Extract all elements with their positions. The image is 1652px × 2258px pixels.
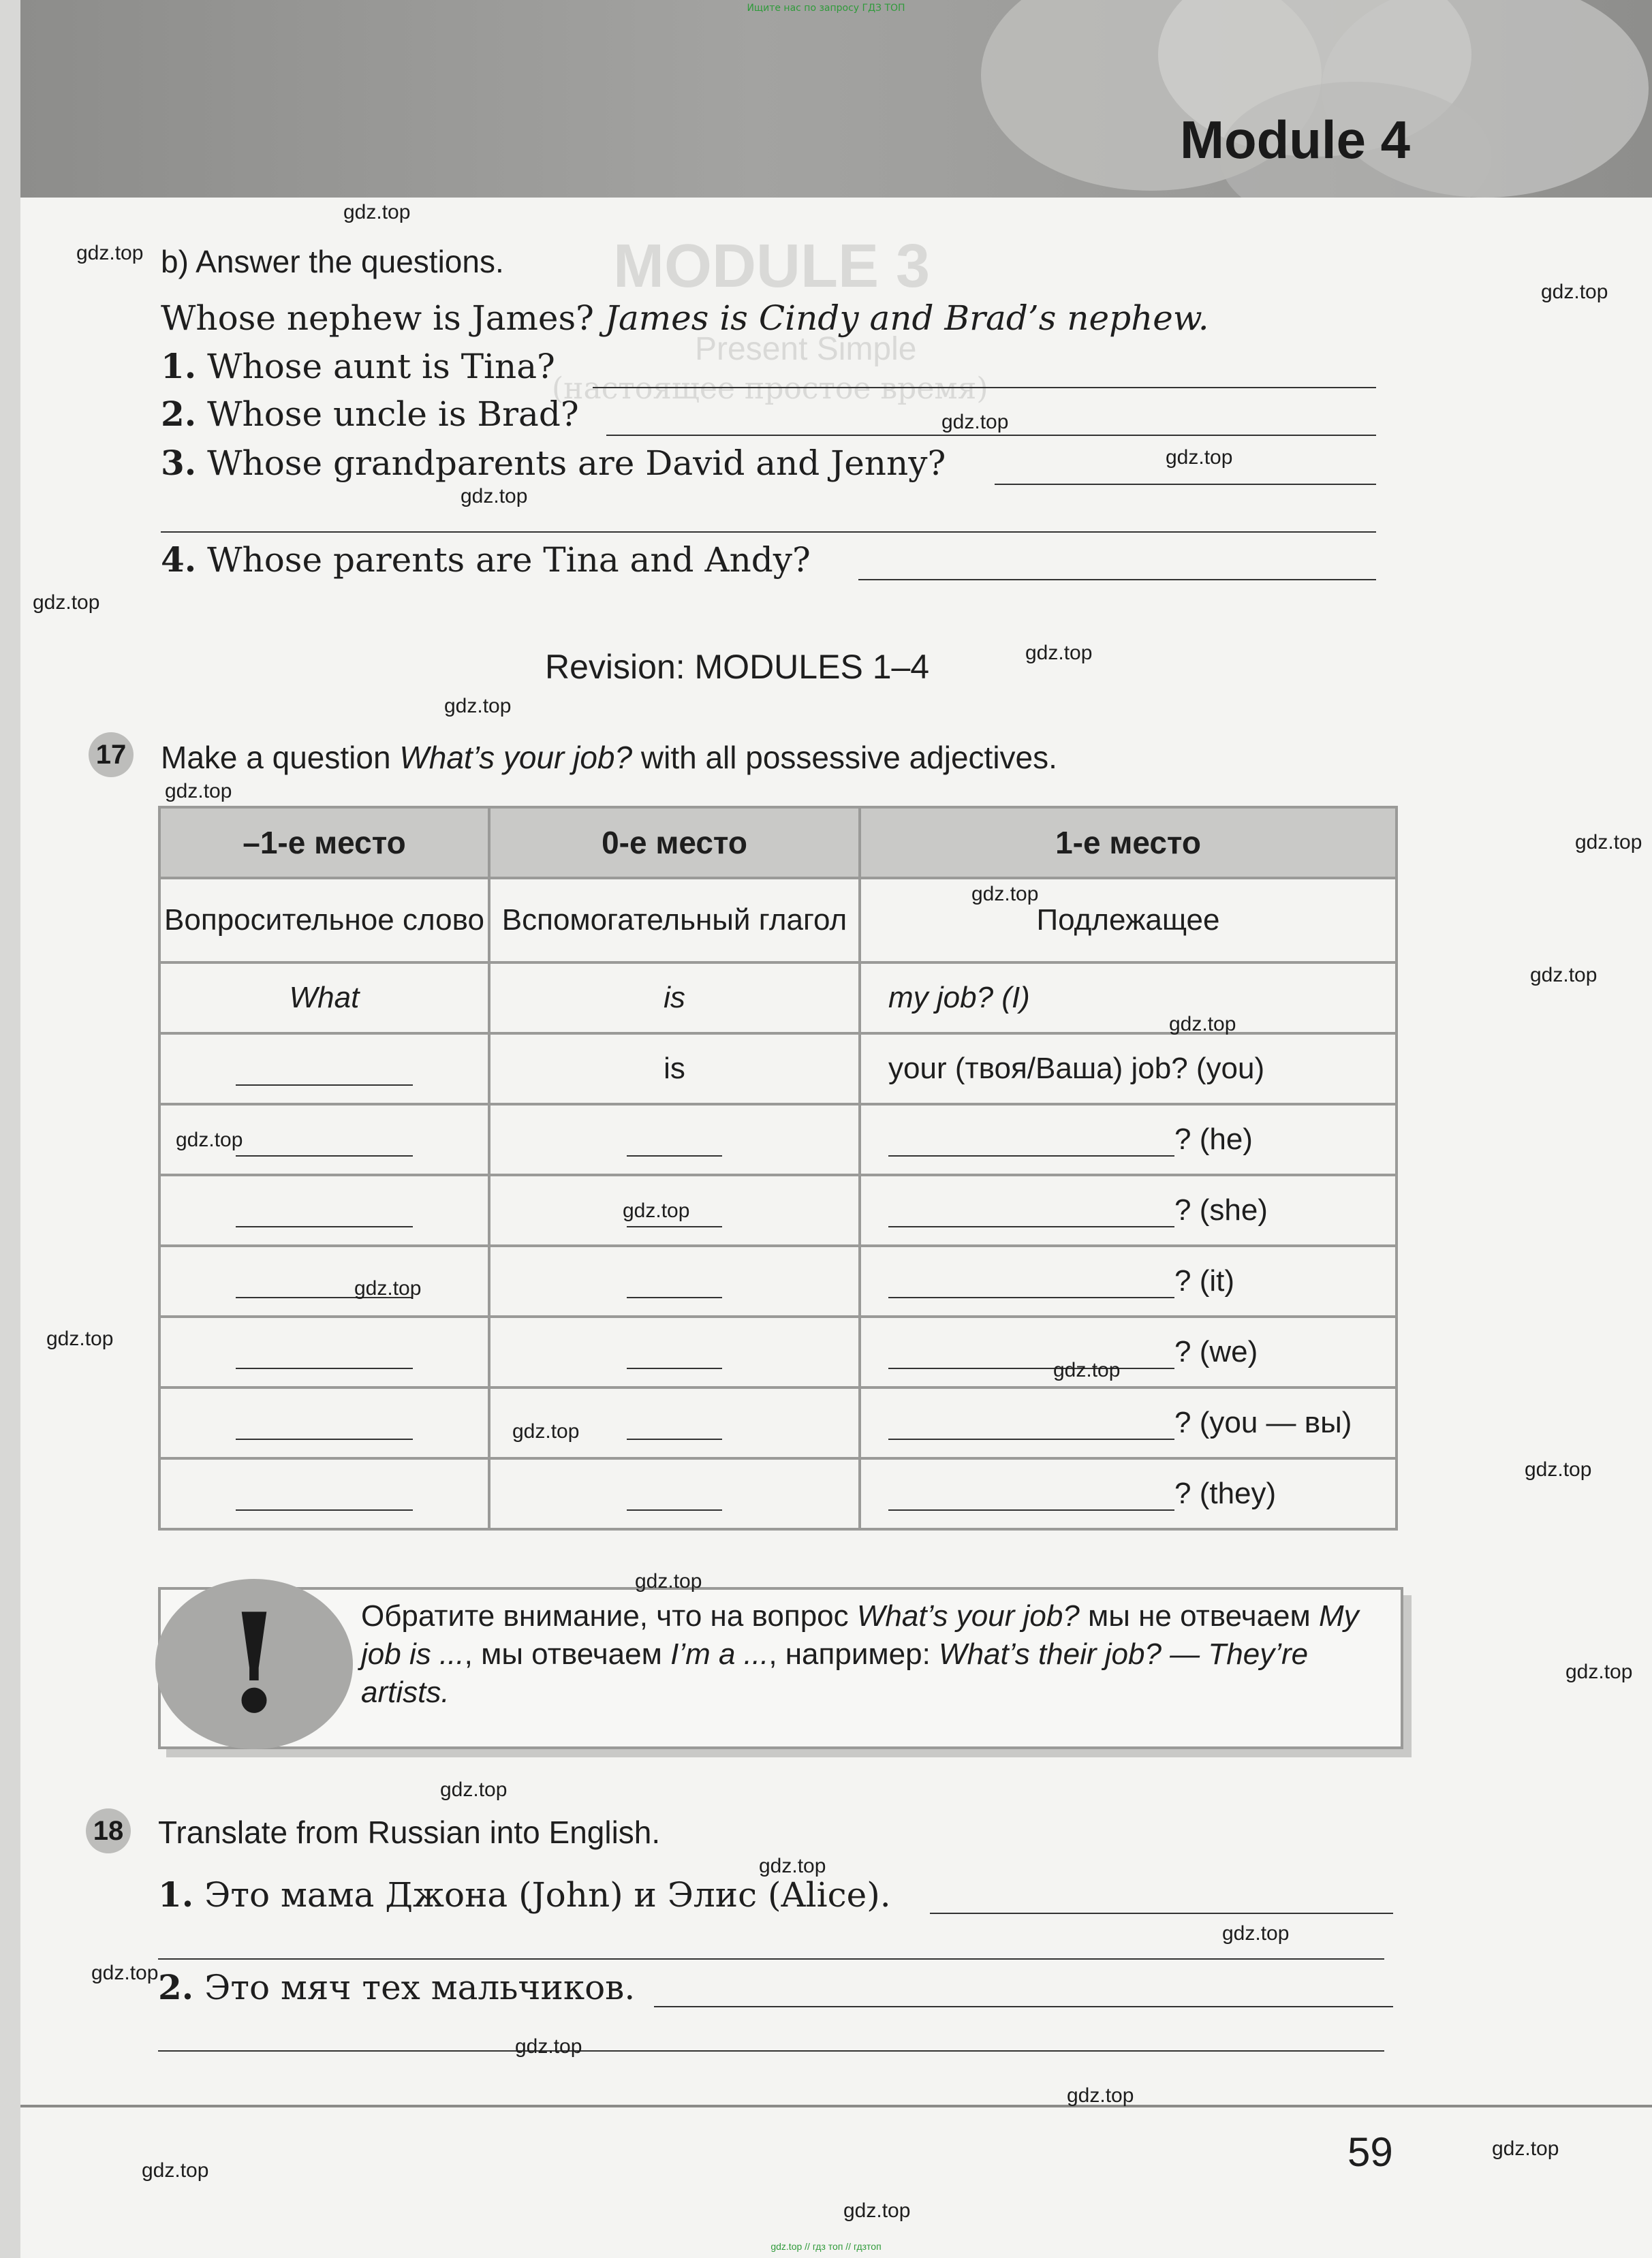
watermark: gdz.top <box>512 1420 580 1443</box>
watermark: gdz.top <box>759 1855 826 1877</box>
blank-subject[interactable] <box>888 1411 1174 1440</box>
subheader-col-2: Вспомогательный глагол <box>489 878 860 962</box>
watermark: gdz.top <box>1222 1922 1290 1945</box>
page-number: 59 <box>1347 2129 1393 2175</box>
question-4: 4. Whose parents are Tina and Andy? <box>161 539 811 580</box>
blank-word[interactable] <box>236 1411 413 1440</box>
header-col-3: 1-е место <box>860 807 1397 878</box>
watermark: gdz.top <box>1492 2137 1559 2160</box>
watermark: gdz.top <box>444 695 512 717</box>
answer-line-1[interactable] <box>593 387 1376 388</box>
question-3: 3. Whose grandparents are David and Jenny? <box>161 443 946 483</box>
answer-line-3[interactable] <box>995 484 1376 485</box>
watermark: gdz.top <box>461 485 528 507</box>
watermark: gdz.top <box>623 1199 690 1222</box>
blank-word[interactable] <box>236 1057 413 1086</box>
watermark: gdz.top <box>843 2199 911 2222</box>
translate-item-1: 1. Это мама Джона (John) и Элис (Alice). <box>158 1875 891 1915</box>
table-row: ? (they) <box>159 1458 1397 1529</box>
note-text: Обратите внимание, что на вопрос What’s your job? мы не отвечаем My job is ..., мы отвечаем I’m a ..., например: What’s their job? — They’re artists. <box>361 1599 1359 1709</box>
blank-word[interactable] <box>236 1128 413 1157</box>
watermark: gdz.top <box>635 1570 702 1593</box>
blank-verb[interactable] <box>627 1411 722 1440</box>
table-row: ? (he) <box>159 1104 1397 1175</box>
watermark: gdz.top <box>1067 2084 1134 2107</box>
watermark: gdz.top <box>1525 1458 1592 1481</box>
translation-line-2[interactable] <box>654 2006 1393 2007</box>
blank-subject[interactable] <box>888 1199 1174 1227</box>
exercise-18-instruction: Translate from Russian into English. <box>158 1815 661 1850</box>
page-binding <box>0 0 20 2258</box>
exclamation-icon: ! <box>155 1579 353 1749</box>
watermark: gdz.top <box>515 2035 582 2058</box>
table-row: ? (we) <box>159 1317 1397 1387</box>
header-col-2: 0-е место <box>489 807 860 878</box>
watermark: gdz.top <box>176 1129 243 1151</box>
header-col-1: –1-е место <box>159 807 489 878</box>
watermark: gdz.top <box>91 1962 159 1984</box>
table-row: ? (it) <box>159 1246 1397 1317</box>
translation-line-1[interactable] <box>930 1913 1393 1914</box>
footer-link[interactable]: gdz.top // гдз топ // гдзтоп <box>770 2241 882 2252</box>
watermark: gdz.top <box>1575 831 1642 853</box>
example-answer: James is Cindy and Brad’s nephew. <box>604 298 1209 338</box>
blank-subject[interactable] <box>888 1128 1174 1157</box>
subheader-col-1: Вопросительное слово <box>159 878 489 962</box>
blank-verb[interactable] <box>627 1482 722 1511</box>
translation-line-1b[interactable] <box>158 1958 1384 1960</box>
watermark: gdz.top <box>46 1328 114 1350</box>
ghost-subtitle-ru: (настоящее простое время) <box>552 371 988 406</box>
watermark: gdz.top <box>1565 1661 1633 1683</box>
blank-word[interactable] <box>236 1199 413 1227</box>
exercise-17-instruction: Make a question What’s your job? with all possessive adjectives. <box>161 740 1057 775</box>
example-line <box>161 298 1209 338</box>
exercise-18-badge: 18 <box>86 1808 131 1853</box>
table-row: ? (you — вы) <box>159 1387 1397 1458</box>
watermark: gdz.top <box>1530 964 1598 986</box>
translate-item-2: 2. Это мяч тех мальчиков. <box>158 1967 636 2007</box>
blank-verb[interactable] <box>627 1340 722 1369</box>
watermark: gdz.top <box>1541 281 1608 303</box>
subheader-col-3: Подлежащее <box>860 878 1397 962</box>
example-question: Whose nephew is James? <box>161 298 594 338</box>
blank-verb[interactable] <box>627 1270 722 1298</box>
blank-verb[interactable] <box>627 1128 722 1157</box>
blank-subject[interactable] <box>888 1482 1174 1511</box>
watermark: gdz.top <box>343 201 411 223</box>
question-1: 1. Whose aunt is Tina? <box>161 346 555 386</box>
section-b-instruction: b) Answer the questions. <box>161 244 504 279</box>
watermark: gdz.top <box>33 591 100 614</box>
watermark: gdz.top <box>1025 642 1093 664</box>
ghost-subtitle: Present Simple <box>695 331 917 367</box>
answer-line-4[interactable] <box>858 579 1376 580</box>
translation-line-2b[interactable] <box>158 2050 1384 2052</box>
module-title: Module 4 <box>1179 110 1410 170</box>
table-row: is your (твоя/Ваша) job? (you) <box>159 1033 1397 1104</box>
exercise-17-table <box>158 806 1398 1531</box>
watermark: gdz.top <box>165 780 232 802</box>
answer-line-3b[interactable] <box>161 531 1376 533</box>
blank-subject[interactable] <box>888 1340 1174 1369</box>
watermark: gdz.top <box>440 1778 508 1801</box>
blank-word[interactable] <box>236 1340 413 1369</box>
exercise-17-badge: 17 <box>89 732 134 777</box>
table-row: ? (she) <box>159 1175 1397 1246</box>
watermark: gdz.top <box>76 242 144 264</box>
answer-line-2[interactable] <box>606 435 1376 436</box>
watermark: gdz.top <box>941 411 1009 433</box>
watermark: gdz.top <box>1166 446 1233 469</box>
watermark: gdz.top <box>142 2159 209 2182</box>
footer-rule <box>20 2105 1652 2107</box>
table-row: What is my job? (I) <box>159 962 1397 1033</box>
watermark: gdz.top <box>971 883 1039 905</box>
question-2: 2. Whose uncle is Brad? <box>161 394 579 434</box>
blank-subject[interactable] <box>888 1270 1174 1298</box>
blank-word[interactable] <box>236 1482 413 1511</box>
top-search-link[interactable]: Ищите нас по запросу ГДЗ ТОП <box>747 3 905 14</box>
watermark: gdz.top <box>354 1277 422 1300</box>
revision-title: Revision: MODULES 1–4 <box>545 648 930 686</box>
watermark: gdz.top <box>1169 1013 1236 1035</box>
watermark: gdz.top <box>1053 1359 1121 1381</box>
ghost-module-title: MODULE 3 <box>613 232 931 300</box>
